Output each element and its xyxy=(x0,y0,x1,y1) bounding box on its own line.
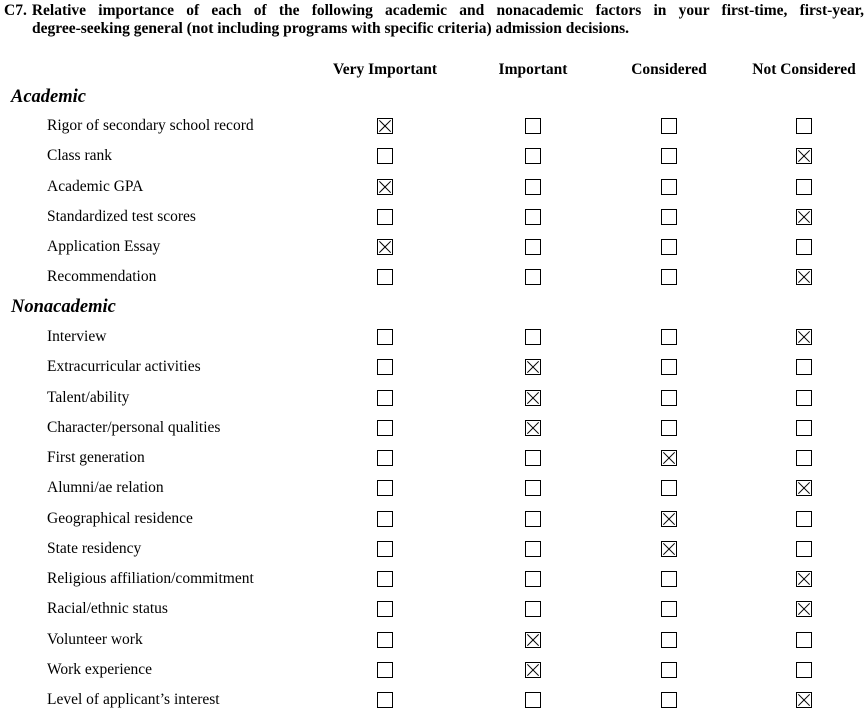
checkbox-considered[interactable] xyxy=(661,541,677,557)
section-heading-academic: Academic xyxy=(11,87,87,107)
checkbox-not-considered[interactable] xyxy=(796,692,812,708)
checkbox-very-important[interactable] xyxy=(377,239,393,255)
checkbox-important[interactable] xyxy=(525,450,541,466)
checkbox-important[interactable] xyxy=(525,662,541,678)
factor-label: Character/personal qualities xyxy=(47,418,221,436)
factor-label: Extracurricular activities xyxy=(47,358,201,376)
factor-label: State residency xyxy=(47,539,142,557)
factor-label: Class rank xyxy=(47,147,113,165)
checkbox-very-important[interactable] xyxy=(377,390,393,406)
x-mark-icon xyxy=(378,180,392,194)
column-header-considered: Considered xyxy=(631,61,707,78)
checkbox-important[interactable] xyxy=(525,632,541,648)
x-mark-icon xyxy=(662,451,676,465)
checkbox-very-important[interactable] xyxy=(377,148,393,164)
checkbox-important[interactable] xyxy=(525,179,541,195)
checkbox-not-considered[interactable] xyxy=(796,118,812,134)
checkbox-not-considered[interactable] xyxy=(796,480,812,496)
checkbox-not-considered[interactable] xyxy=(796,632,812,648)
checkbox-not-considered[interactable] xyxy=(796,179,812,195)
x-mark-icon xyxy=(797,149,811,163)
checkbox-important[interactable] xyxy=(525,329,541,345)
checkbox-not-considered[interactable] xyxy=(796,209,812,225)
checkbox-considered[interactable] xyxy=(661,209,677,225)
factor-label: First generation xyxy=(47,449,145,466)
x-mark-icon xyxy=(662,542,676,556)
checkbox-important[interactable] xyxy=(525,480,541,496)
x-mark-icon xyxy=(662,512,676,526)
checkbox-considered[interactable] xyxy=(661,511,677,527)
checkbox-very-important[interactable] xyxy=(377,329,393,345)
factor-label: Volunteer work xyxy=(47,630,143,648)
checkbox-considered[interactable] xyxy=(661,571,677,587)
factor-label: Geographical residence xyxy=(47,509,193,527)
checkbox-considered[interactable] xyxy=(661,692,677,708)
checkbox-important[interactable] xyxy=(525,390,541,406)
checkbox-important[interactable] xyxy=(525,692,541,708)
checkbox-considered[interactable] xyxy=(661,359,677,375)
checkbox-considered[interactable] xyxy=(661,269,677,285)
factor-label: Racial/ethnic status xyxy=(47,600,168,618)
checkbox-important[interactable] xyxy=(525,359,541,375)
question-line-1 xyxy=(4,2,864,20)
checkbox-very-important[interactable] xyxy=(377,571,393,587)
checkbox-important[interactable] xyxy=(525,118,541,134)
factor-label: Application Essay xyxy=(47,238,161,255)
checkbox-considered[interactable] xyxy=(661,329,677,345)
factor-label: Talent/ability xyxy=(47,388,130,406)
checkbox-very-important[interactable] xyxy=(377,632,393,648)
checkbox-considered[interactable] xyxy=(661,632,677,648)
column-header-not-considered: Not Considered xyxy=(752,61,856,78)
factor-label: Rigor of secondary school record xyxy=(47,117,254,134)
factor-label: Standardized test scores xyxy=(47,207,196,225)
checkbox-considered[interactable] xyxy=(661,420,677,436)
x-mark-icon xyxy=(797,481,811,495)
x-mark-icon xyxy=(797,330,811,344)
x-mark-icon xyxy=(797,693,811,707)
column-header-very-important: Very Important xyxy=(332,61,438,78)
x-mark-icon xyxy=(526,391,540,405)
x-mark-icon xyxy=(526,421,540,435)
checkbox-very-important[interactable] xyxy=(377,450,393,466)
factor-label: Interview xyxy=(47,328,107,345)
checkbox-not-considered[interactable] xyxy=(796,541,812,557)
checkbox-not-considered[interactable] xyxy=(796,420,812,436)
checkbox-important[interactable] xyxy=(525,148,541,164)
factor-label: Academic GPA xyxy=(47,177,144,195)
x-mark-icon xyxy=(526,633,540,647)
factor-label: Alumni/ae relation xyxy=(47,479,164,497)
checkbox-very-important[interactable] xyxy=(377,209,393,225)
checkbox-considered[interactable] xyxy=(661,662,677,678)
checkbox-not-considered[interactable] xyxy=(796,239,812,255)
checkbox-important[interactable] xyxy=(525,571,541,587)
checkbox-considered[interactable] xyxy=(661,239,677,255)
x-mark-icon xyxy=(378,119,392,133)
checkbox-not-considered[interactable] xyxy=(796,359,812,375)
checkbox-not-considered[interactable] xyxy=(796,571,812,587)
checkbox-very-important[interactable] xyxy=(377,118,393,134)
checkbox-very-important[interactable] xyxy=(377,420,393,436)
x-mark-icon xyxy=(797,270,811,284)
factor-label: Recommendation xyxy=(47,268,157,286)
checkbox-considered[interactable] xyxy=(661,390,677,406)
checkbox-very-important[interactable] xyxy=(377,541,393,557)
checkbox-very-important[interactable] xyxy=(377,269,393,285)
question-text-line-1: Relative importance of each of the following academic and nonacademic factors in your first-time, first-year, xyxy=(31,2,864,19)
checkbox-important[interactable] xyxy=(525,601,541,617)
section-heading-nonacademic: Nonacademic xyxy=(11,297,116,317)
checkbox-very-important[interactable] xyxy=(377,179,393,195)
checkbox-considered[interactable] xyxy=(661,480,677,496)
factor-label: Level of applicant’s interest xyxy=(47,691,220,708)
checkbox-not-considered[interactable] xyxy=(796,662,812,678)
x-mark-icon xyxy=(797,210,811,224)
checkbox-important[interactable] xyxy=(525,269,541,285)
checkbox-considered[interactable] xyxy=(661,179,677,195)
checkbox-considered[interactable] xyxy=(661,148,677,164)
checkbox-very-important[interactable] xyxy=(377,662,393,678)
checkbox-important[interactable] xyxy=(525,420,541,436)
checkbox-very-important[interactable] xyxy=(377,511,393,527)
checkbox-important[interactable] xyxy=(525,209,541,225)
checkbox-important[interactable] xyxy=(525,541,541,557)
checkbox-not-considered[interactable] xyxy=(796,148,812,164)
x-mark-icon xyxy=(378,240,392,254)
factor-label: Work experience xyxy=(47,660,153,678)
checkbox-considered[interactable] xyxy=(661,450,677,466)
question-text-line-2: degree-seeking general (not including programs with specific criteria) admission decisions. xyxy=(32,20,629,37)
checkbox-very-important[interactable] xyxy=(377,601,393,617)
question-block xyxy=(4,2,864,38)
x-mark-icon xyxy=(526,663,540,677)
checkbox-not-considered[interactable] xyxy=(796,390,812,406)
x-mark-icon xyxy=(797,602,811,616)
checkbox-not-considered[interactable] xyxy=(796,269,812,285)
question-number: C7. xyxy=(4,2,27,19)
checkbox-considered[interactable] xyxy=(661,118,677,134)
checkbox-not-considered[interactable] xyxy=(796,329,812,345)
x-mark-icon xyxy=(526,360,540,374)
checkbox-very-important[interactable] xyxy=(377,692,393,708)
checkbox-very-important[interactable] xyxy=(377,480,393,496)
checkbox-considered[interactable] xyxy=(661,601,677,617)
column-header-important: Important xyxy=(498,61,568,78)
checkbox-not-considered[interactable] xyxy=(796,601,812,617)
checkbox-important[interactable] xyxy=(525,511,541,527)
checkbox-important[interactable] xyxy=(525,239,541,255)
x-mark-icon xyxy=(797,572,811,586)
checkbox-very-important[interactable] xyxy=(377,359,393,375)
factor-label: Religious affiliation/commitment xyxy=(47,570,254,587)
checkbox-not-considered[interactable] xyxy=(796,450,812,466)
checkbox-not-considered[interactable] xyxy=(796,511,812,527)
